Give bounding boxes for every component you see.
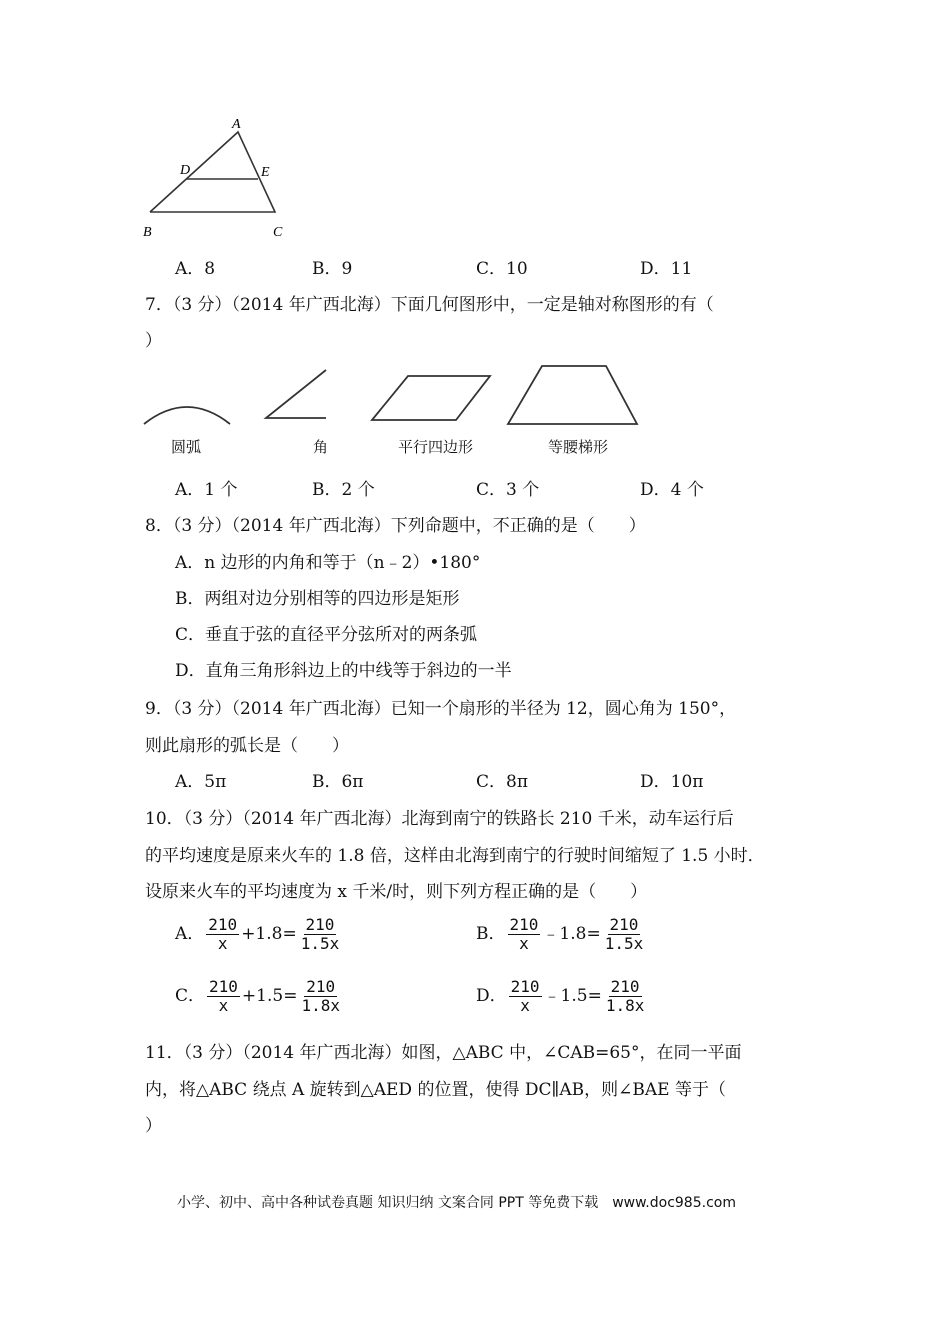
q10-option-b: B． $\frac{210}{x}$ ﹣1.8= $\frac{210}{1.5x}$ — [476, 915, 644, 953]
q11-stem-line2: 内，将△ABC 绕点 A 旋转到△AED 的位置，使得 DC∥AB，则∠BAE 等于（ — [145, 1080, 726, 1100]
label-E: E — [261, 165, 270, 180]
q9-option-d: D．10π — [640, 772, 704, 792]
q7-option-a: A．1 个 — [175, 480, 238, 500]
q10-stem-line1: 10．（3 分）（2014 年广西北海）北海到南宁的铁路长 210 千米，动车运行后 — [145, 809, 734, 829]
q7-option-b: B．2 个 — [312, 480, 375, 500]
q10-stem-line3: 设原来火车的平均速度为 x 千米/时，则下列方程正确的是（ ） — [145, 882, 648, 902]
q10-option-a: A． $\frac{210}{x}$ +1.8= $\frac{210}{1.5x}$ — [175, 915, 340, 953]
caption-arc: 圆弧 — [171, 438, 202, 456]
q10-option-label: A． — [175, 924, 205, 944]
q8-option-c: C．垂直于弦的直径平分弦所对的两条弧 — [175, 625, 478, 645]
q7-stem-line1: 7．（3 分）（2014 年广西北海）下面几何图形中，一定是轴对称图形的有（ — [145, 295, 714, 315]
q9-stem-line2: 则此扇形的弧长是（ ） — [145, 736, 349, 756]
q9-option-b: B．6π — [312, 772, 364, 792]
q11-stem-line1: 11．（3 分）（2014 年广西北海）如图，△ABC 中，∠CAB=65°，在同一平面 — [145, 1043, 742, 1063]
q6-option-d: D．11 — [640, 259, 693, 279]
q8-stem: 8．（3 分）（2014 年广西北海）下列命题中，不正确的是（ ） — [145, 516, 646, 536]
q7-option-d: D．4 个 — [640, 480, 704, 500]
shapes-figure — [140, 360, 650, 432]
q7-stem-line2: ） — [145, 331, 162, 351]
q6-option-a: A．8 — [175, 259, 216, 279]
q8-option-d: D．直角三角形斜边上的中线等于斜边的一半 — [175, 661, 512, 681]
caption-trapezoid: 等腰梯形 — [548, 438, 609, 456]
triangle-figure — [130, 110, 300, 245]
label-D: D — [180, 163, 191, 178]
q10-stem-line2: 的平均速度是原来火车的 1.8 倍，这样由北海到南宁的行驶时间缩短了 1.5 小时． — [145, 846, 765, 866]
q9-stem-line1: 9．（3 分）（2014 年广西北海）已知一个扇形的半径为 12，圆心角为 150°， — [145, 699, 737, 719]
q7-option-c: C．3 个 — [476, 480, 540, 500]
q11-stem-line3: ） — [145, 1116, 162, 1136]
caption-angle: 角 — [313, 438, 329, 456]
label-A: A — [232, 117, 241, 132]
page-footer: 小学、初中、高中各种试卷真题 知识归纳 文案合同 PPT 等免费下载 www.doc985.com — [177, 1195, 736, 1211]
q9-option-a: A．5π — [175, 772, 227, 792]
q10-option-label: C． — [175, 986, 206, 1006]
q10-option-d: D． $\frac{210}{x}$ ﹣1.5= $\frac{210}{1.8x}$ — [476, 977, 645, 1015]
angle-shape — [266, 370, 326, 418]
arc-shape — [144, 407, 230, 424]
label-C: C — [273, 225, 283, 240]
q10-option-label: D． — [476, 986, 507, 1006]
label-B: B — [143, 225, 152, 240]
caption-parallelogram: 平行四边形 — [398, 438, 474, 456]
q6-option-b: B．9 — [312, 259, 353, 279]
q8-option-b: B．两组对边分别相等的四边形是矩形 — [175, 589, 460, 609]
q6-option-c: C．10 — [476, 259, 528, 279]
trapezoid-shape — [508, 366, 637, 424]
parallelogram-shape — [372, 376, 490, 420]
q9-option-c: C．8π — [476, 772, 528, 792]
q10-option-c: C． $\frac{210}{x}$ +1.5= $\frac{210}{1.8x}$ — [175, 977, 340, 1015]
q10-option-label: B． — [476, 924, 506, 944]
q8-option-a: A．n 边形的内角和等于（n﹣2）•180° — [175, 553, 481, 573]
